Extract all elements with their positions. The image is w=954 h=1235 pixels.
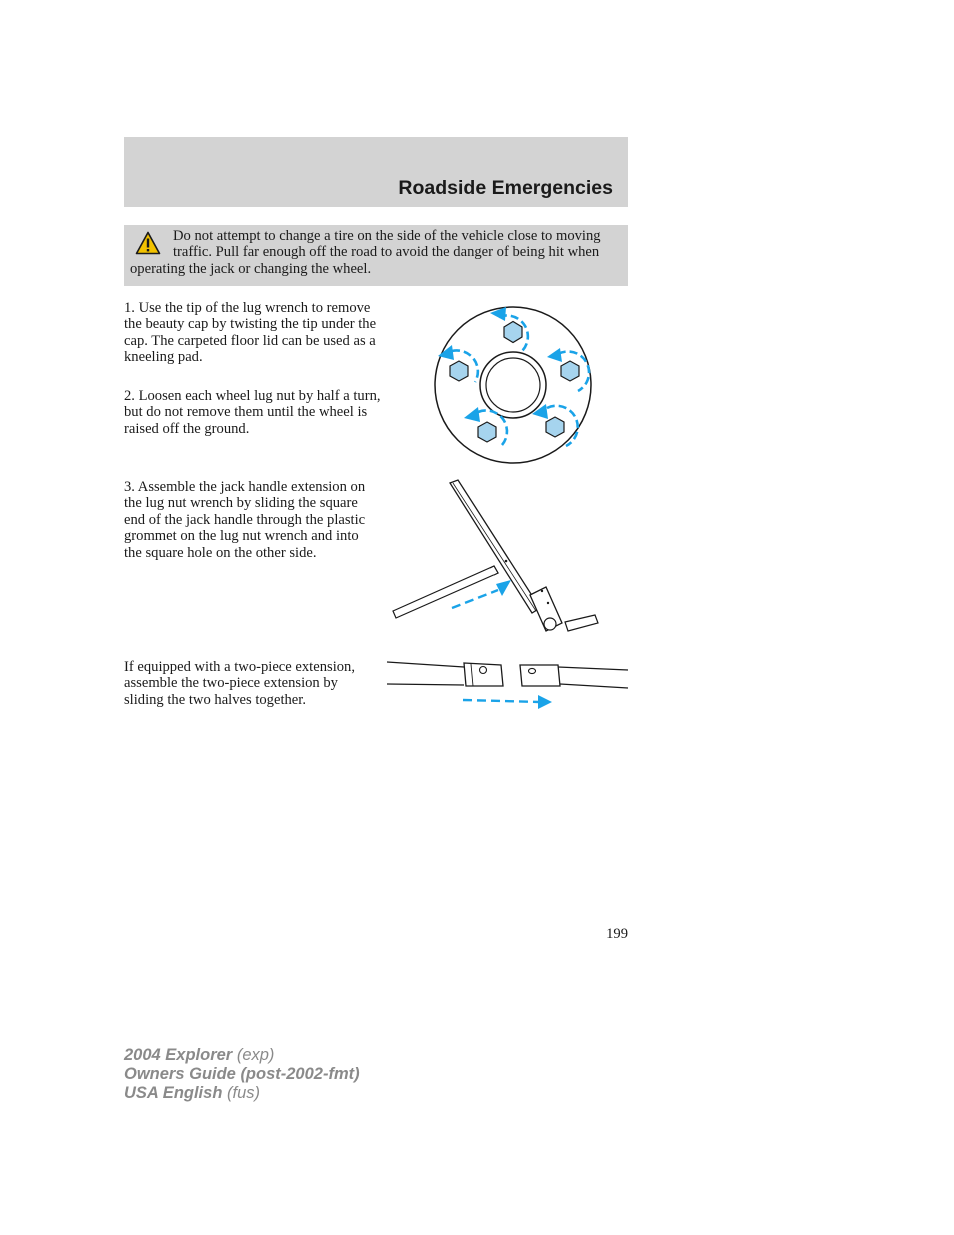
extension-half-right bbox=[520, 665, 628, 688]
footer-language-code: (fus) bbox=[222, 1084, 260, 1102]
footer-model-code: (exp) bbox=[232, 1046, 275, 1064]
section-header bbox=[124, 137, 628, 207]
step-3-text: 3. Assemble the jack handle extension on the lug nut wrench by sliding the square end of the jack handle through the plastic grommet on the lug nut wrench and into the square hole on the other side. bbox=[124, 479, 366, 561]
footer-language: USA English bbox=[124, 1084, 223, 1102]
document-footer bbox=[124, 1046, 360, 1103]
page-number: 199 bbox=[606, 926, 628, 942]
warning-box bbox=[124, 225, 628, 286]
lug-wrench bbox=[450, 480, 598, 631]
footer-line-3 bbox=[124, 1084, 360, 1103]
jack-handle-assembly-diagram bbox=[390, 475, 610, 650]
two-piece-extension-diagram bbox=[386, 655, 631, 715]
step-2-text: 2. Loosen each wheel lug nut by half a turn, but do not remove them until the wheel is raised off the ground. bbox=[124, 388, 381, 437]
warning-text: Do not attempt to change a tire on the side of the vehicle close to moving traffic. Pull far enough off the road to avoid the danger of being hit when operating the jack or changing the wheel. bbox=[130, 228, 601, 277]
jack-handle-extension bbox=[393, 566, 498, 618]
footer-line-1 bbox=[124, 1046, 360, 1065]
footer-model: 2004 Explorer bbox=[124, 1046, 233, 1064]
footer-line-2 bbox=[124, 1065, 360, 1084]
slide-direction-arrow bbox=[463, 695, 552, 709]
extension-half-left bbox=[387, 662, 503, 686]
wheel-lug-nut-diagram bbox=[430, 300, 600, 470]
section-title: Roadside Emergencies bbox=[398, 177, 613, 199]
step-1-text: 1. Use the tip of the lug wrench to remove the beauty cap by twisting the tip under the cap. The carpeted floor lid can be used as a kneeling pad. bbox=[124, 300, 377, 366]
footer-guide: Owners Guide (post-2002-fmt) bbox=[124, 1065, 360, 1083]
two-piece-text: If equipped with a two-piece extension, assemble the two-piece extension by sliding the two halves together. bbox=[124, 659, 355, 708]
